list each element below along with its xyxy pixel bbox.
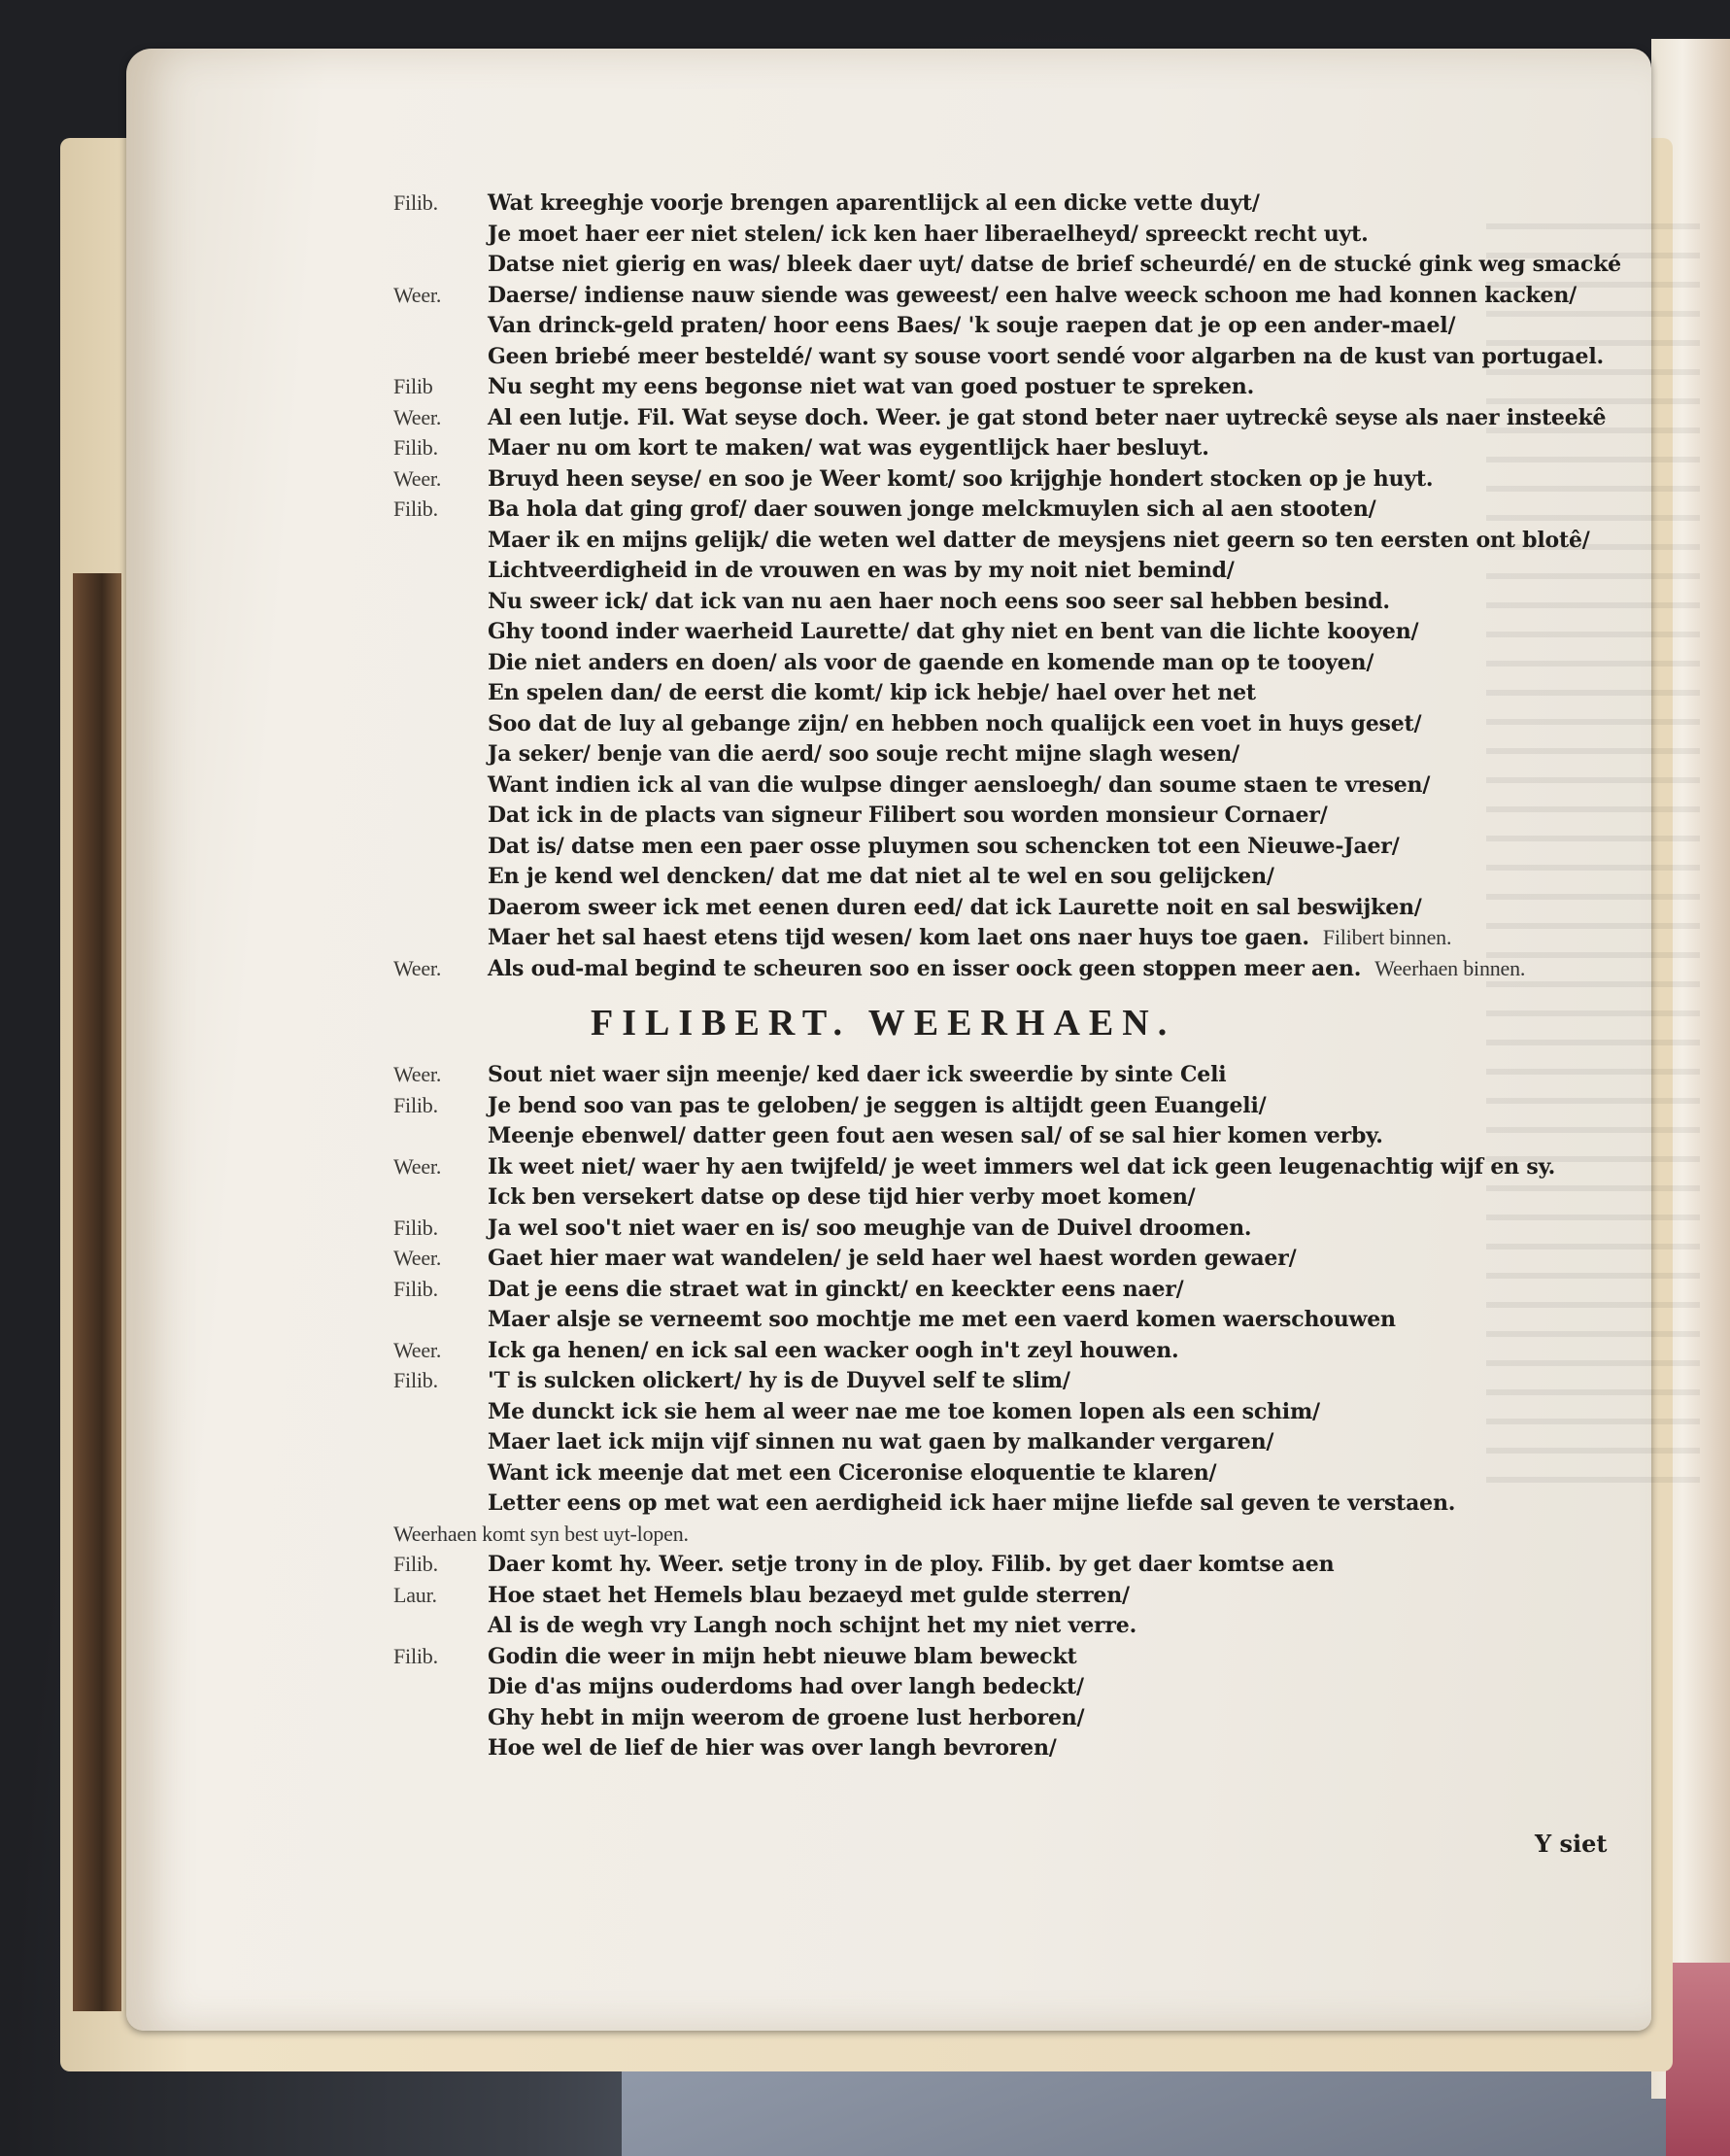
- verse-line: [393, 1184, 1608, 1215]
- verse-words: Maer alsje se verneemt soo mochtje me met een vaerd komen waerschouwen: [488, 1307, 1396, 1332]
- verse-line: [393, 1583, 1608, 1614]
- verse-text: [488, 1123, 1383, 1148]
- verse-text: [488, 711, 1421, 736]
- speaker-label: Filib.: [393, 190, 438, 215]
- verse-words: Godin die weer in mijn hebt nieuwe blam beweckt: [488, 1643, 1077, 1669]
- verse-line: [393, 405, 1608, 436]
- verse-line: [393, 558, 1608, 589]
- verse-line: [393, 711, 1608, 742]
- verse-words: Gaet hier maer wat wandelen/ je seld haer wel haest worden gewaer/: [488, 1246, 1297, 1271]
- verse-text: [488, 1093, 1266, 1118]
- verse-line: [393, 1644, 1608, 1675]
- verse-text: [488, 1184, 1196, 1210]
- verse-words: Ja seker/ benje van die aerd/ soo souje recht mijne slagh wesen/: [488, 741, 1239, 767]
- verse-line: [393, 1307, 1608, 1338]
- verse-words: Die niet anders en doen/ als voor de gaende en komende man op te tooyen/: [488, 649, 1374, 675]
- speaker-label: Weer.: [393, 465, 442, 491]
- verse-line: [393, 834, 1608, 865]
- verse-text: [488, 190, 1260, 216]
- verse-words: Dat is/ datse men een paer osse pluymen sou schencken tot een Nieuwe-Jaer/: [488, 833, 1400, 859]
- verse-text: [488, 1154, 1555, 1180]
- verse-text: [488, 1490, 1455, 1516]
- verse-words: En spelen dan/ de eerst die komt/ kip ick hebje/ hael over het net: [488, 680, 1256, 705]
- inline-stage-direction: Filibert binnen.: [1322, 925, 1452, 949]
- verse-line: [393, 1735, 1608, 1766]
- verse-words: Nu sweer ick/ dat ick van nu aen haer noch eens soo seer sal hebben besind.: [488, 588, 1390, 614]
- verse-text: [488, 772, 1430, 798]
- verse-line: [393, 650, 1608, 681]
- verse-words: Me dunckt ick sie hem al weer nae me toe komen lopen als een schim/: [488, 1398, 1320, 1424]
- verse-line: [393, 1277, 1608, 1308]
- speaker-label: Filib.: [393, 1552, 438, 1576]
- speaker-label: Laur.: [393, 1582, 437, 1607]
- verse-text: [488, 1277, 1184, 1302]
- verse-words: Daerom sweer ick met eenen duren eed/ dat ick Laurette noit en sal beswijken/: [488, 894, 1422, 920]
- verse-words: Als oud-mal begind te scheuren soo en isser oock geen stoppen meer aen.: [488, 955, 1362, 981]
- verse-line: [393, 619, 1608, 650]
- verse-text: [488, 313, 1455, 338]
- verse-words: Ick ben versekert datse op dese tijd hier verby moet komen/: [488, 1184, 1196, 1210]
- verse-words: Maer laet ick mijn vijf sinnen nu wat gaen by malkander vergaren/: [488, 1429, 1274, 1454]
- verse-text: [488, 1674, 1084, 1699]
- verse-text: [488, 803, 1328, 828]
- verse-line: [393, 1123, 1608, 1154]
- verse-line: [393, 344, 1608, 375]
- speaker-label: Filib.: [393, 1643, 438, 1668]
- verse-words: Van drinck-geld praten/ hoor eens Baes/ 'k souje raepen dat je op een ander-mael/: [488, 313, 1456, 338]
- verse-words: Maer ik en mijns gelijk/ die weten wel datter de meysjens niet geern so ten eersten ont blotê/: [488, 527, 1590, 553]
- verse-text: [488, 283, 1577, 308]
- verse-line: [393, 222, 1608, 253]
- verse-text: [488, 589, 1390, 614]
- speaker-label: Filib: [393, 374, 433, 398]
- verse-text: [488, 895, 1422, 920]
- verse-words: Sout niet waer sijn meenje/ ked daer ick sweerdie by sinte Celi: [488, 1062, 1227, 1087]
- verse-text: [488, 1552, 1334, 1577]
- verse-line: [393, 680, 1608, 711]
- dialogue-section-2: [393, 1062, 1608, 1522]
- verse-line: [393, 1093, 1608, 1124]
- verse-text: [488, 1215, 1251, 1241]
- verse-line: [393, 1399, 1608, 1430]
- scene-heading: FILIBERT. WEERHAEN.: [591, 1003, 1176, 1044]
- verse-words: Daer komt hy. Weer. setje trony in de ploy. Filib. by get daer komtse aen: [488, 1552, 1335, 1577]
- verse-line: [393, 741, 1608, 772]
- verse-line: [393, 466, 1608, 497]
- verse-text: [488, 1307, 1396, 1332]
- verse-words: Geen briebé meer besteldé/ want sy souse voort sendé voor algarben na de kust van portugael.: [488, 343, 1604, 369]
- verse-line: [393, 803, 1608, 834]
- verse-words: Daerse/ indiense nauw siende was geweest/ een halve weeck schoon me had konnen kacken/: [488, 282, 1577, 308]
- verse-text: [488, 405, 1606, 430]
- verse-line: [393, 1674, 1608, 1705]
- verse-line: [393, 252, 1621, 283]
- verse-line: [393, 1215, 1608, 1247]
- speaker-label: Filib.: [393, 1368, 438, 1392]
- verse-line: [393, 1338, 1608, 1369]
- verse-words: Hoe staet het Hemels blau bezaeyd met gulde sterren/: [488, 1582, 1130, 1608]
- verse-words: Maer nu om kort te maken/ wat was eygentlijck haer besluyt.: [488, 435, 1209, 461]
- verse-line: [393, 190, 1608, 222]
- verse-words: Maer het sal haest etens tijd wesen/ kom laet ons naer huys toe gaen.: [488, 925, 1309, 950]
- verse-words: Letter eens op met wat een aerdigheid ick haer mijne liefde sal geven te verstaen.: [488, 1490, 1456, 1516]
- verse-line: [393, 1613, 1608, 1644]
- verse-text: [488, 1368, 1070, 1393]
- verse-line: [393, 1490, 1608, 1522]
- catchword: Y siet: [1535, 1830, 1608, 1858]
- speaker-label: Filib.: [393, 435, 438, 460]
- verse-line: [393, 1460, 1608, 1491]
- verse-line: [393, 374, 1608, 405]
- verse-text: [488, 496, 1375, 522]
- speaker-label: Weer.: [393, 282, 442, 307]
- verse-words: Soo dat de luy al gebange zijn/ en hebben noch qualijck een voet in huys geset/: [488, 710, 1422, 736]
- speaker-label: Filib.: [393, 1276, 438, 1301]
- verse-text: [488, 1062, 1226, 1087]
- verse-line: [393, 435, 1608, 466]
- verse-line: [393, 925, 1608, 956]
- verse-line: [393, 528, 1608, 559]
- stage-direction-line: [393, 1522, 1608, 1553]
- speaker-label: Filib.: [393, 1092, 438, 1117]
- verse-text: [488, 619, 1418, 644]
- verse-words: Bruyd heen seyse/ en soo je Weer komt/ soo krijghje hondert stocken op je huyt.: [488, 465, 1434, 492]
- book-spine: [73, 573, 121, 2011]
- verse-words: Ghy toond inder waerheid Laurette/ dat ghy niet en bent van die lichte kooyen/: [488, 619, 1419, 644]
- verse-words: 'T is sulcken olickert/ hy is de Duyvel self te slim/: [488, 1368, 1070, 1393]
- verse-text: [488, 252, 1621, 277]
- verse-words: Je bend soo van pas te geloben/ je seggen is altijdt geen Euangeli/: [488, 1092, 1267, 1118]
- verse-line: [393, 496, 1608, 528]
- verse-text: [488, 1399, 1320, 1424]
- verse-words: Ghy hebt in mijn weerom de groene lust herboren/: [488, 1704, 1085, 1730]
- verse-words: Datse niet gierig en was/ bleek daer uyt/ datse de brief scheurdé/ en de stucké gink weg smacké: [488, 252, 1621, 277]
- speaker-label: Weer.: [393, 1246, 442, 1270]
- verse-text: [488, 925, 1451, 950]
- verse-words: Want ick meenje dat met een Ciceronise eloquentie te klaren/: [488, 1459, 1217, 1486]
- verse-text: [488, 1613, 1136, 1638]
- verse-text: [488, 741, 1239, 767]
- speaker-label: Weer.: [393, 404, 442, 429]
- verse-words: Ba hola dat ging grof/ daer souwen jonge melckmuylen sich al aen stooten/: [488, 496, 1376, 522]
- verse-words: Want indien ick al van die wulpse dinger aensloegh/ dan soume staen te vresen/: [488, 771, 1431, 798]
- speaker-label: Weer.: [393, 1062, 442, 1086]
- verse-text: [488, 558, 1235, 583]
- verse-text: [488, 528, 1590, 553]
- verse-line: [393, 1368, 1608, 1399]
- verse-line: [393, 772, 1608, 804]
- inline-stage-direction: Weerhaen binnen.: [1374, 955, 1526, 980]
- verse-text: [488, 1246, 1296, 1271]
- verse-text: [488, 344, 1604, 369]
- dialogue-section-3: [393, 1552, 1608, 1766]
- speaker-label: Filib.: [393, 496, 438, 521]
- verse-text: [488, 435, 1209, 461]
- verse-text: [488, 1338, 1179, 1363]
- verse-words: Je moet haer eer niet stelen/ ick ken haer liberaelheyd/ spreeckt recht uyt.: [488, 221, 1369, 247]
- verse-line: [393, 956, 1608, 987]
- verse-line: [393, 313, 1608, 344]
- verse-text: [488, 680, 1256, 705]
- stage-direction: Weerhaen komt syn best uyt-lopen.: [393, 1521, 689, 1546]
- verse-text: [488, 956, 1525, 981]
- verse-words: Meenje ebenwel/ datter geen fout aen wesen sal/ of se sal hier komen verby.: [488, 1123, 1383, 1148]
- verse-words: Dat ick in de placts van signeur Filibert sou worden monsieur Cornaer/: [488, 803, 1328, 828]
- verse-words: Ja wel soo't niet waer en is/ soo meughje van de Duivel droomen.: [488, 1215, 1252, 1241]
- red-cover-edge: [1666, 1963, 1730, 2156]
- verse-line: [393, 1246, 1608, 1277]
- verse-words: Die d'as mijns ouderdoms had over langh bedeckt/: [488, 1674, 1084, 1699]
- verse-line: [393, 1429, 1608, 1460]
- verse-line: [393, 283, 1608, 314]
- verse-words: Wat kreeghje voorje brengen aparentlijck al een dicke vette duyt/: [488, 190, 1260, 216]
- verse-words: Dat je eens die straet wat in ginckt/ en keeckter eens naer/: [488, 1276, 1184, 1302]
- verse-words: Ik weet niet/ waer hy aen twijfeld/ je weet immers wel dat ick geen leugenachtig wijf en sy.: [488, 1153, 1556, 1180]
- speaker-label: Weer.: [393, 955, 442, 980]
- verse-line: [393, 589, 1608, 620]
- verse-words: En je kend wel dencken/ dat me dat niet al te wel en sou gelijcken/: [488, 864, 1274, 889]
- verse-text: [488, 1460, 1216, 1486]
- verse-words: Ick ga henen/ en ick sal een wacker oogh in't zeyl houwen.: [488, 1337, 1179, 1363]
- verse-text: [488, 1429, 1273, 1454]
- verse-words: Al een lutje. Fil. Wat seyse doch. Weer. je gat stond beter naer uytreckê seyse als naer insteekê: [488, 404, 1607, 430]
- verse-text: [488, 864, 1274, 889]
- verse-line: [393, 1552, 1608, 1583]
- verse-words: Hoe wel de lief de hier was over langh bevroren/: [488, 1735, 1057, 1761]
- verse-words: Nu seght my eens begonse niet wat van goed postuer te spreken.: [488, 374, 1255, 399]
- verse-line: [393, 864, 1608, 895]
- verse-text: [488, 1583, 1130, 1608]
- verse-line: [393, 1154, 1608, 1185]
- verse-text: [488, 1705, 1084, 1730]
- verse-text: [488, 834, 1400, 859]
- verse-text: [488, 374, 1254, 399]
- verse-line: [393, 1062, 1608, 1093]
- speaker-label: Weer.: [393, 1153, 442, 1179]
- verse-text: [488, 466, 1433, 492]
- speaker-label: Filib.: [393, 1215, 438, 1240]
- verse-line: [393, 895, 1608, 926]
- speaker-label: Weer.: [393, 1337, 442, 1362]
- verse-text: [488, 650, 1374, 675]
- verse-text: [488, 1644, 1076, 1669]
- verse-text: [488, 1735, 1057, 1761]
- page-text: [393, 190, 1621, 1766]
- verse-words: Lichtveerdigheid in de vrouwen en was by my noit niet bemind/: [488, 558, 1235, 583]
- verse-line: [393, 1705, 1608, 1736]
- verse-words: Al is de wegh vry Langh noch schijnt het my niet verre.: [488, 1613, 1137, 1638]
- verse-text: [488, 222, 1369, 247]
- dialogue-section-1: [393, 190, 1621, 986]
